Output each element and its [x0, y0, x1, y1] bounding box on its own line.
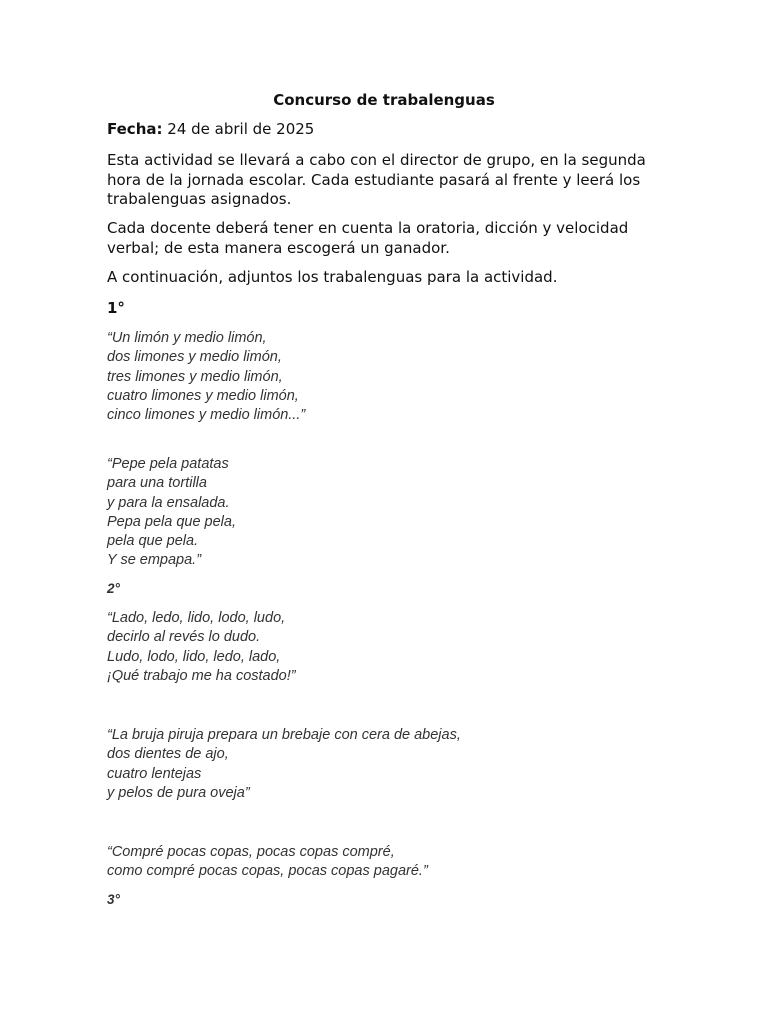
date-line	[107, 120, 667, 140]
verse-line: para una tortilla	[107, 475, 207, 492]
verse-line: “Compré pocas copas, pocas copas compré,	[107, 844, 395, 860]
verse-line: y pelos de pura oveja”	[107, 784, 250, 801]
verse-line: dos dientes de ajo,	[107, 746, 229, 763]
tongue-twister-4	[107, 726, 667, 803]
tongue-twister-5	[107, 843, 667, 882]
verse-line: cuatro lentejas	[107, 765, 202, 782]
section-number-1: 1°	[107, 299, 125, 317]
verse-line: Ludo, lodo, lido, ledo, lado,	[107, 648, 281, 665]
verse-line: “La bruja piruja prepara un brebaje con cera de abejas,	[107, 727, 461, 743]
date-label: Fecha:	[107, 120, 163, 138]
paragraph-evaluation: Cada docente deberá tener en cuenta la oratoria, dicción y velocidad verbal; de esta manera escogerá un ganador.	[107, 219, 629, 257]
section-number-3: 3°	[107, 892, 120, 907]
verse-line: pela que pela.	[107, 533, 199, 550]
document-title: Concurso de trabalenguas	[273, 91, 495, 109]
verse-line: tres limones y medio limón,	[107, 368, 283, 385]
date-value: 24 de abril de 2025	[162, 120, 315, 138]
paragraph-intro: A continuación, adjuntos los trabalenguas para la actividad.	[107, 268, 558, 286]
verse-line: dos limones y medio limón,	[107, 349, 282, 366]
verse-line: cuatro limones y medio limón,	[107, 387, 299, 404]
verse-line: como compré pocas copas, pocas copas pagaré.”	[107, 863, 428, 880]
tongue-twister-2	[107, 455, 667, 571]
verse-line: cinco limones y medio limón...”	[107, 407, 306, 424]
verse-line: Pepa pela que pela,	[107, 513, 236, 530]
verse-line: ¡Qué trabajo me ha costado!”	[107, 667, 296, 684]
verse-line: Y se empapa.”	[107, 552, 202, 569]
verse-line: decirlo al revés lo dudo.	[107, 629, 261, 646]
verse-line: “Un limón y medio limón,	[107, 330, 267, 346]
verse-line: “Pepe pela patatas	[107, 456, 229, 472]
tongue-twister-3	[107, 609, 667, 686]
section-number-2: 2°	[107, 581, 120, 596]
paragraph-activity: Esta actividad se llevará a cabo con el director de grupo, en la segunda hora de la jornada escolar. Cada estudiante pasará al frente y leerá los trabalenguas asignados.	[107, 151, 646, 208]
tongue-twister-1	[107, 329, 667, 425]
verse-line: “Lado, ledo, lido, lodo, ludo,	[107, 610, 286, 626]
verse-line: y para la ensalada.	[107, 494, 230, 511]
